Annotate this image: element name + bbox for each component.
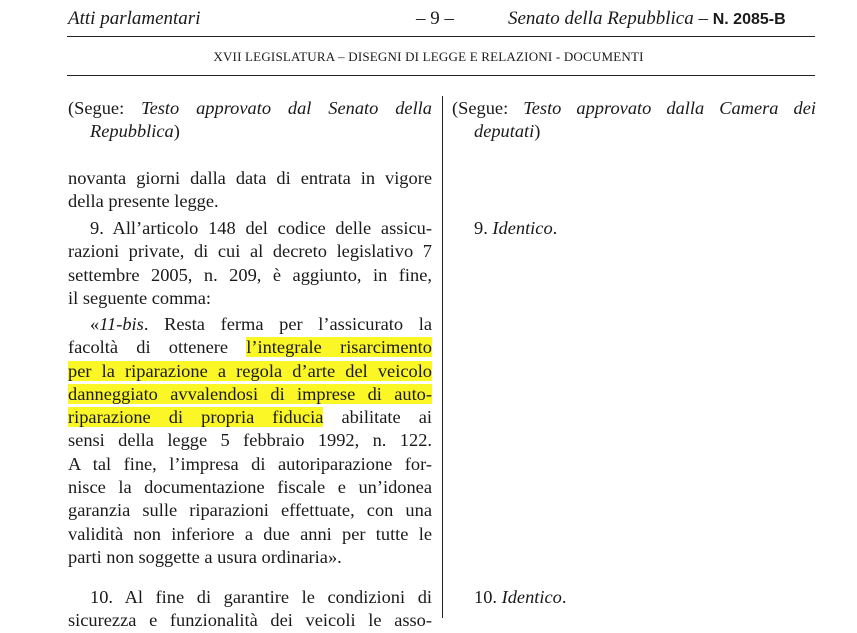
right-column-heading xyxy=(452,97,816,144)
text-line xyxy=(68,406,432,429)
text-line: della presente legge. xyxy=(68,191,219,212)
left-heading-prefix: (Segue: xyxy=(68,98,142,118)
left-paragraph-10 xyxy=(68,586,432,633)
item9-period: . xyxy=(552,218,558,238)
right-heading-italic-1: Testo approvato dalla Camera dei xyxy=(523,98,816,118)
quote-open: « xyxy=(90,314,100,334)
left-paragraph-9 xyxy=(68,217,432,310)
left-paragraph-1 xyxy=(68,167,432,214)
quote-line2-plain: facoltà di ottenere xyxy=(68,337,247,358)
right-heading-suffix: ) xyxy=(534,121,541,142)
highlighted-text: l’integrale risarcimento xyxy=(246,337,432,358)
text-line: garanzia sulle riparazioni effettuate, con una xyxy=(68,500,432,521)
text-line: A tal fine, l’impresa di autoriparazione for- xyxy=(68,453,432,474)
right-item-9 xyxy=(452,217,816,240)
item9-number: 9. xyxy=(474,218,493,238)
item10-number: 10. xyxy=(474,587,502,607)
quote-line5-plain: abilitate ai xyxy=(323,407,433,428)
header-right xyxy=(508,8,786,30)
left-heading-line-2 xyxy=(68,120,432,143)
item10-identico: Identico xyxy=(501,587,562,607)
highlighted-text: per la riparazione a regola d’arte del veicolo xyxy=(68,360,432,381)
text-line: parti non soggette a usura ordinaria». xyxy=(68,546,342,567)
header-rule-top xyxy=(67,36,815,37)
column-divider xyxy=(442,96,443,618)
text-line: validità non inferiore a due anni per tutte le xyxy=(68,523,432,544)
page-number: – 9 – xyxy=(416,8,454,29)
text-line xyxy=(452,586,816,609)
header-left-title: Atti parlamentari xyxy=(68,8,201,29)
item10-period: . xyxy=(561,587,567,607)
quote-bis: 11-bis xyxy=(99,314,144,334)
text-line: settembre 2005, n. 209, è aggiunto, in fine, xyxy=(68,264,432,285)
text-line xyxy=(68,336,432,359)
text-line xyxy=(452,217,816,240)
text-line xyxy=(68,313,432,336)
right-item-10 xyxy=(452,586,816,609)
text-line: 10. Al fine di garantire le condizioni di xyxy=(90,587,432,607)
left-quoted-comma xyxy=(68,313,432,569)
left-heading-line-1 xyxy=(68,97,432,120)
quote-line1-rest: . Resta ferma per l’assicurato la xyxy=(143,314,432,334)
text-line: razioni private, di cui al decreto legislativo 7 xyxy=(68,241,432,262)
right-heading-line-2 xyxy=(452,120,816,143)
text-line: sensi della legge 5 febbraio 1992, n. 122. xyxy=(68,430,432,451)
left-column-heading xyxy=(68,97,432,144)
header-senate: Senato della Repubblica xyxy=(508,8,694,29)
left-heading-suffix: ) xyxy=(173,121,180,142)
right-heading-italic-2: deputati xyxy=(474,121,535,142)
text-line-cut: sicurezza e funzionalità dei veicoli le asso- xyxy=(68,610,432,631)
header-dash: – xyxy=(693,8,713,29)
text-line: nisce la documentazione fiscale e un’idonea xyxy=(68,477,432,498)
right-heading-line-1 xyxy=(452,97,816,120)
text-line: il seguente comma: xyxy=(68,287,211,308)
legislature-subheader: XVII LEGISLATURA – DISEGNI DI LEGGE E RELAZIONI - DOCUMENTI xyxy=(213,49,644,64)
text-line: 9. All’articolo 148 del codice delle assicu- xyxy=(90,218,432,238)
text-line xyxy=(68,383,432,406)
document-number: N. 2085-B xyxy=(712,11,786,28)
header-rule-bottom xyxy=(67,75,815,76)
highlighted-text: riparazione di propria fiducia xyxy=(68,407,324,428)
left-heading-italic-2: Repubblica xyxy=(90,121,174,142)
highlighted-text: danneggiato avvalendosi di imprese di auto- xyxy=(68,383,432,404)
text-line: novanta giorni dalla data di entrata in vigore xyxy=(68,168,432,188)
right-heading-prefix: (Segue: xyxy=(452,98,524,118)
item9-identico: Identico xyxy=(492,218,553,238)
left-heading-italic-1: Testo approvato dal Senato della xyxy=(141,98,432,118)
text-line xyxy=(68,360,432,383)
